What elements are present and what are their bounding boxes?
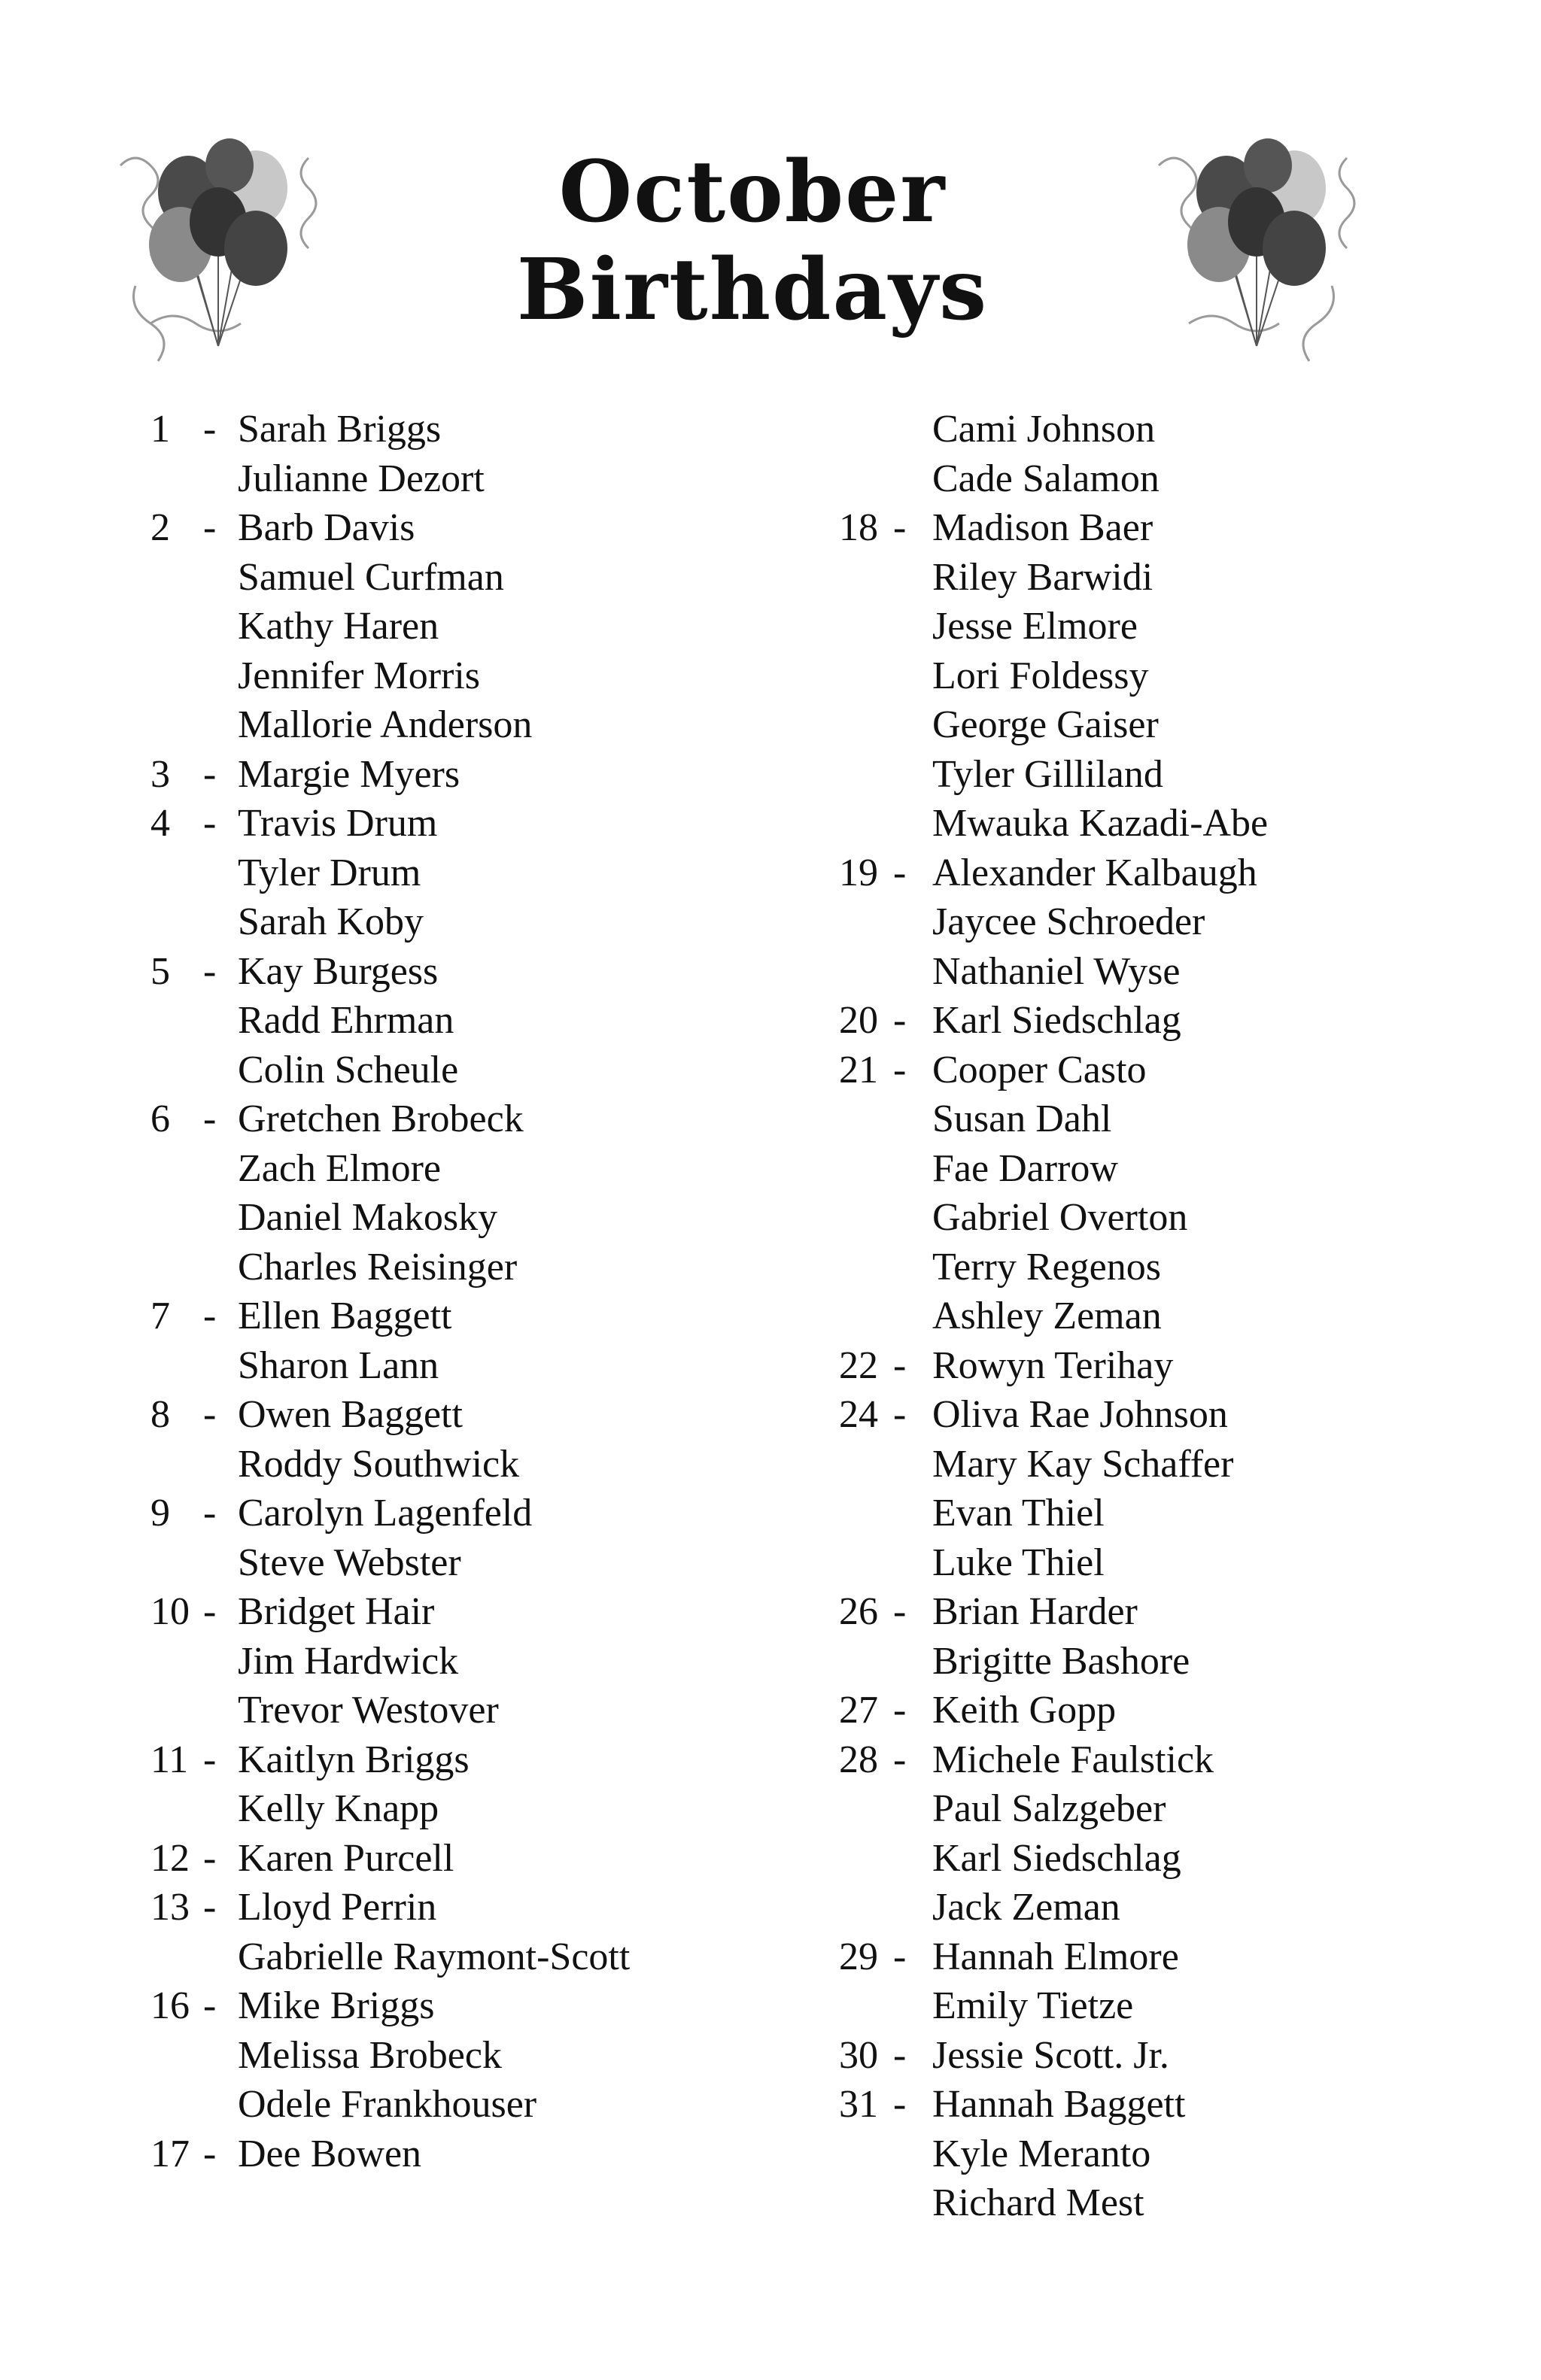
birthday-name: Richard Mest bbox=[932, 2181, 1144, 2224]
day-separator: - bbox=[893, 1935, 907, 1978]
birthday-name: Gretchen Brobeck bbox=[238, 1097, 524, 1140]
birthday-name: Emily Tietze bbox=[932, 1984, 1134, 2027]
birthday-day: 6 bbox=[150, 1097, 170, 1140]
birthday-name: Roddy Southwick bbox=[238, 1442, 520, 1486]
day-separator: - bbox=[203, 1295, 217, 1337]
day-separator: - bbox=[893, 1738, 907, 1781]
birthday-name: Karen Purcell bbox=[238, 1836, 454, 1880]
day-separator: - bbox=[203, 2132, 217, 2175]
birthday-name: Carolyn Lagenfeld bbox=[238, 1492, 533, 1535]
birthday-name: Kelly Knapp bbox=[238, 1787, 439, 1830]
day-separator: - bbox=[203, 802, 217, 845]
birthday-name: Cami Johnson bbox=[932, 408, 1156, 451]
birthday-day: 9 bbox=[150, 1492, 170, 1535]
birthday-name: Mary Kay Schaffer bbox=[932, 1442, 1234, 1486]
birthday-name: Rowyn Terihay bbox=[932, 1343, 1174, 1387]
birthday-day: 16 bbox=[150, 1984, 190, 2027]
birthday-name: Cade Salamon bbox=[932, 457, 1160, 500]
birthday-name: Madison Baer bbox=[932, 506, 1153, 549]
birthday-name: Fae Darrow bbox=[932, 1146, 1118, 1190]
birthday-name: Odele Frankhouser bbox=[238, 2083, 537, 2126]
day-separator: - bbox=[203, 408, 217, 451]
balloons-left-illustration bbox=[105, 135, 331, 376]
birthday-name: Evan Thiel bbox=[932, 1492, 1105, 1535]
day-separator: - bbox=[893, 2033, 907, 2077]
birthday-name: Gabriel Overton bbox=[932, 1196, 1188, 1239]
balloons-right-illustration bbox=[1144, 135, 1369, 376]
birthday-name: Hannah Elmore bbox=[932, 1935, 1179, 1978]
birthday-name: Terry Regenos bbox=[932, 1245, 1161, 1289]
birthday-name: Mallorie Anderson bbox=[238, 703, 533, 746]
day-separator: - bbox=[203, 1886, 217, 1929]
birthday-name: Zach Elmore bbox=[238, 1146, 441, 1190]
birthday-name: Owen Baggett bbox=[238, 1393, 463, 1436]
birthday-name: Jaycee Schroeder bbox=[932, 900, 1205, 943]
birthday-name: Radd Ehrman bbox=[238, 999, 454, 1042]
birthday-name: Bridget Hair bbox=[238, 1590, 435, 1633]
birthday-day: 17 bbox=[150, 2132, 190, 2175]
birthday-day: 7 bbox=[150, 1295, 170, 1337]
birthday-name: Jennifer Morris bbox=[238, 654, 481, 697]
birthday-name: Melissa Brobeck bbox=[238, 2033, 502, 2077]
day-separator: - bbox=[893, 999, 907, 1042]
day-separator: - bbox=[203, 506, 217, 549]
birthday-day: 29 bbox=[839, 1935, 878, 1978]
birthday-name: Karl Siedschlag bbox=[932, 1836, 1181, 1880]
birthday-name: Ellen Baggett bbox=[238, 1295, 452, 1337]
birthday-day: 3 bbox=[150, 752, 170, 796]
birthday-name: Mwauka Kazadi-Abe bbox=[932, 802, 1269, 845]
birthday-name: Sarah Koby bbox=[238, 900, 424, 943]
day-separator: - bbox=[203, 752, 217, 796]
birthday-day: 24 bbox=[839, 1393, 878, 1436]
birthday-name: Sharon Lann bbox=[238, 1343, 439, 1387]
birthday-name: Paul Salzgeber bbox=[932, 1787, 1166, 1830]
day-separator: - bbox=[893, 1048, 907, 1091]
day-separator: - bbox=[203, 1492, 217, 1535]
birthday-name: Ashley Zeman bbox=[932, 1295, 1162, 1337]
birthday-name: George Gaiser bbox=[932, 703, 1159, 746]
birthday-name: Alexander Kalbaugh bbox=[932, 851, 1257, 894]
birthday-name: Cooper Casto bbox=[932, 1048, 1147, 1091]
day-separator: - bbox=[893, 1393, 907, 1436]
birthday-name: Lloyd Perrin bbox=[238, 1886, 437, 1929]
birthday-name: Steve Webster bbox=[238, 1541, 461, 1584]
birthday-day: 20 bbox=[839, 999, 878, 1042]
birthday-name: Colin Scheule bbox=[238, 1048, 459, 1091]
birthday-day: 13 bbox=[150, 1886, 190, 1929]
birthday-name: Oliva Rae Johnson bbox=[932, 1393, 1228, 1436]
birthday-name: Kaitlyn Briggs bbox=[238, 1738, 470, 1781]
birthday-day: 27 bbox=[839, 1689, 878, 1732]
birthday-name: Gabrielle Raymont-Scott bbox=[238, 1935, 631, 1978]
birthday-name: Julianne Dezort bbox=[238, 457, 485, 500]
birthday-name: Jesse Elmore bbox=[932, 605, 1138, 648]
birthday-name: Lori Foldessy bbox=[932, 654, 1149, 697]
birthday-name: Keith Gopp bbox=[932, 1689, 1117, 1732]
birthday-name: Daniel Makosky bbox=[238, 1196, 498, 1239]
birthday-day: 19 bbox=[839, 851, 878, 894]
birthday-name: Samuel Curfman bbox=[238, 555, 504, 599]
birthday-name: Hannah Baggett bbox=[932, 2083, 1186, 2126]
birthday-day: 28 bbox=[839, 1738, 878, 1781]
birthday-name: Sarah Briggs bbox=[238, 408, 442, 451]
birthday-name: Margie Myers bbox=[238, 752, 460, 796]
birthday-name: Trevor Westover bbox=[238, 1689, 499, 1732]
birthday-name: Brian Harder bbox=[932, 1590, 1138, 1633]
birthday-day: 18 bbox=[839, 506, 878, 549]
birthday-name: Dee Bowen bbox=[238, 2132, 422, 2175]
birthday-day: 1 bbox=[150, 408, 170, 451]
day-separator: - bbox=[893, 1689, 907, 1732]
birthday-day: 4 bbox=[150, 802, 170, 845]
day-separator: - bbox=[893, 2083, 907, 2126]
page-title-line1: October bbox=[558, 143, 947, 241]
day-separator: - bbox=[203, 1836, 217, 1880]
birthday-name: Kathy Haren bbox=[238, 605, 439, 648]
day-separator: - bbox=[203, 1738, 217, 1781]
birthday-name: Kay Burgess bbox=[238, 949, 439, 993]
birthday-name: Susan Dahl bbox=[932, 1097, 1112, 1140]
day-separator: - bbox=[203, 1393, 217, 1436]
birthday-name: Michele Faulstick bbox=[932, 1738, 1214, 1781]
birthday-day: 22 bbox=[839, 1343, 878, 1387]
birthday-name: Brigitte Bashore bbox=[932, 1639, 1190, 1683]
birthday-name: Mike Briggs bbox=[238, 1984, 435, 2027]
birthday-name: Kyle Meranto bbox=[932, 2132, 1151, 2175]
day-separator: - bbox=[203, 1097, 217, 1140]
birthday-name: Jim Hardwick bbox=[238, 1639, 459, 1683]
day-separator: - bbox=[893, 1343, 907, 1387]
birthday-day: 10 bbox=[150, 1590, 190, 1633]
day-separator: - bbox=[203, 949, 217, 993]
birthday-day: 26 bbox=[839, 1590, 878, 1633]
birthday-name: Jack Zeman bbox=[932, 1886, 1120, 1929]
birthday-name: Luke Thiel bbox=[932, 1541, 1105, 1584]
birthday-name: Tyler Drum bbox=[238, 851, 421, 894]
birthday-day: 31 bbox=[839, 2083, 878, 2126]
page-title-line2: Birthdays bbox=[516, 241, 989, 339]
birthday-name: Barb Davis bbox=[238, 506, 415, 549]
birthday-day: 8 bbox=[150, 1393, 170, 1436]
birthday-name: Charles Reisinger bbox=[238, 1245, 518, 1289]
birthday-day: 11 bbox=[150, 1738, 189, 1781]
birthday-day: 5 bbox=[150, 949, 170, 993]
birthday-name: Jessie Scott. Jr. bbox=[932, 2033, 1169, 2077]
birthday-name: Karl Siedschlag bbox=[932, 999, 1181, 1042]
day-separator: - bbox=[893, 1590, 907, 1633]
day-separator: - bbox=[893, 851, 907, 894]
birthday-name: Travis Drum bbox=[238, 802, 438, 845]
birthday-day: 2 bbox=[150, 506, 170, 549]
birthday-name: Tyler Gilliland bbox=[932, 752, 1163, 796]
birthday-day: 30 bbox=[839, 2033, 878, 2077]
day-separator: - bbox=[203, 1984, 217, 2027]
birthday-name: Riley Barwidi bbox=[932, 555, 1153, 599]
day-separator: - bbox=[893, 506, 907, 549]
birthday-name: Nathaniel Wyse bbox=[932, 949, 1181, 993]
day-separator: - bbox=[203, 1590, 217, 1633]
birthday-day: 21 bbox=[839, 1048, 878, 1091]
birthday-day: 12 bbox=[150, 1836, 190, 1880]
